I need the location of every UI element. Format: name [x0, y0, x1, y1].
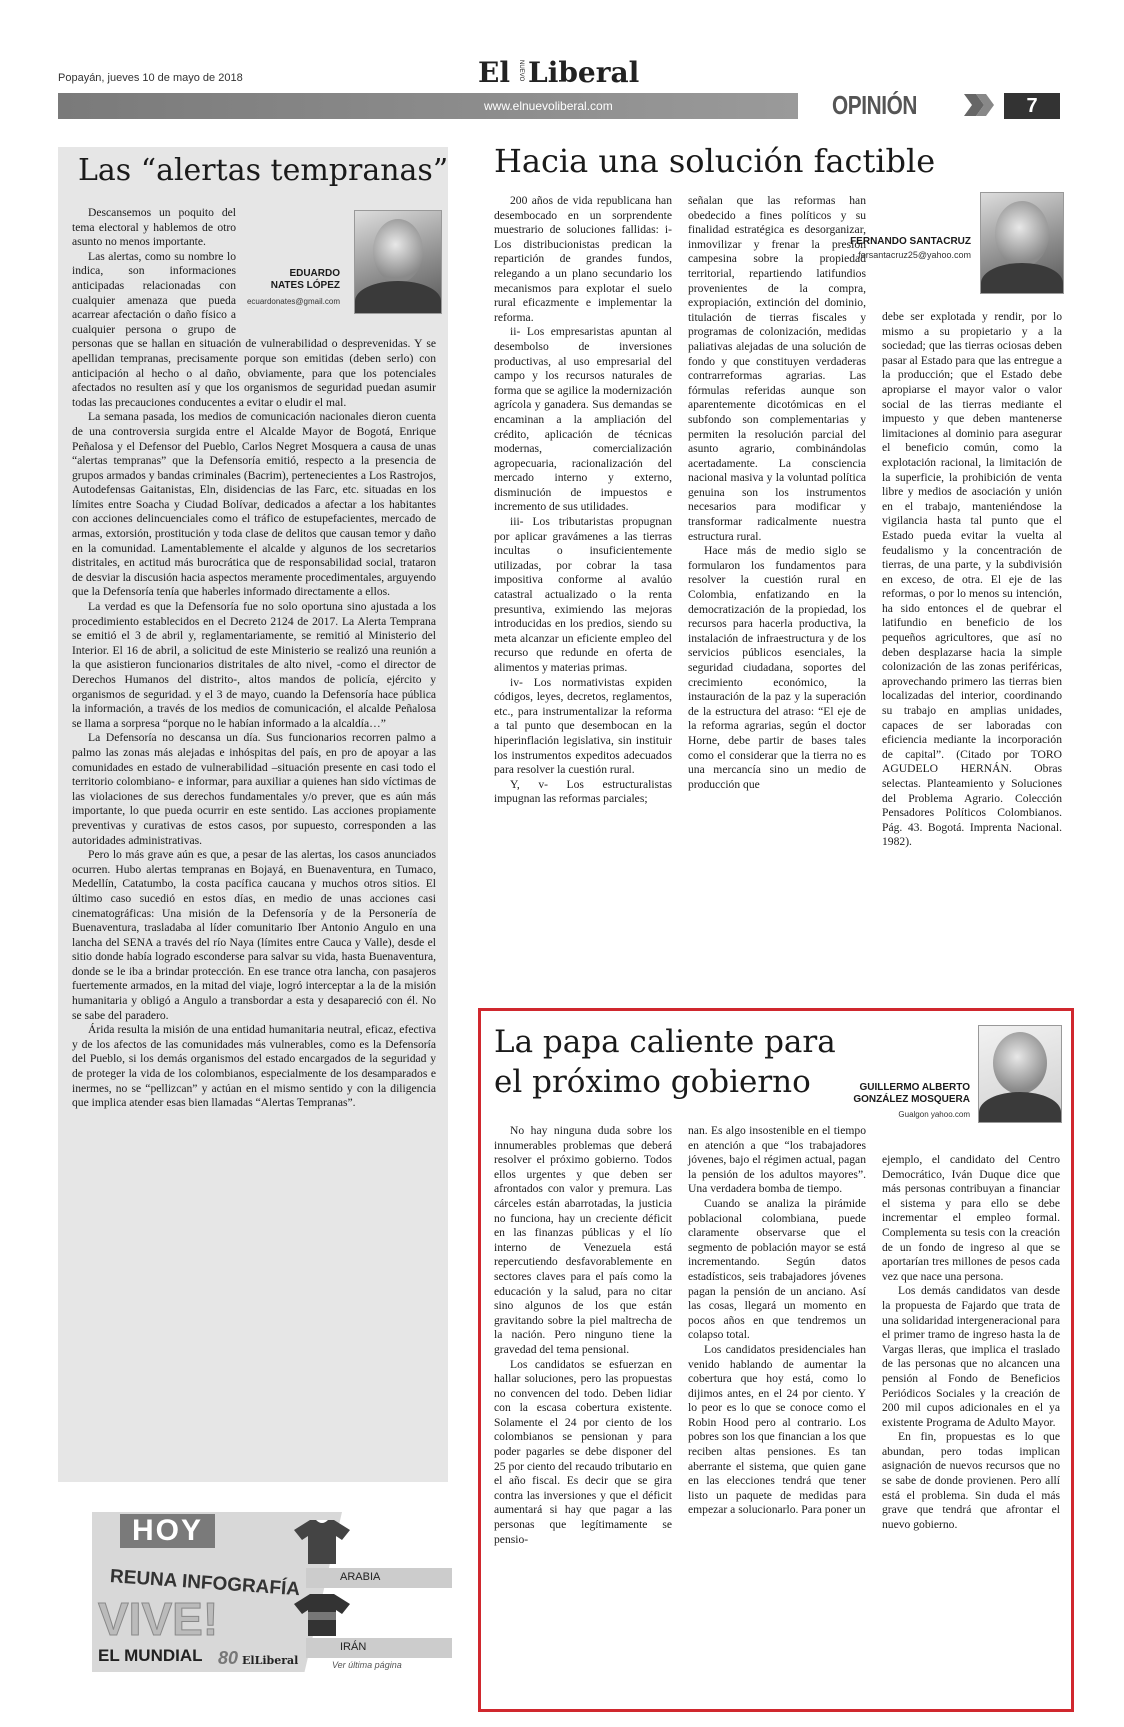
- article3-paragraph: Los demás candidatos van desde la propuesta de Fajardo que trata de una solidaridad intergeneracional para el primer tramo de ingreso hasta la de Vargas lleras, que implica el traslado de las personas que no alcancen una pensión al Fondo de Beneficios Periódicos Sociales y la creación de 200 mil cupos adicionales en el ya existente Programa de Adulto Mayor.: [882, 1284, 1060, 1429]
- logo-el: El: [478, 56, 510, 89]
- promo-el-mundial: EL MUNDIAL: [98, 1646, 203, 1665]
- article3-paragraph: Los candidatos presidenciales han venido hablando de aumentar la cobertura que hoy está, como lo dijimos antes, en el 24 por ciento. Y lo peor es lo que se conoce como el Robin Hood pero al contrario. Los pobres son los que financian a los que reciben altas pensiones. Es tan aberrante el sistema, que quien gane en las elecciones tendrá que tener listo un paquete de medidas para empezar a solucionarlo. Para poner un: [688, 1342, 866, 1517]
- article2-author: FERNANDO SANTACRUZ: [850, 236, 971, 247]
- article1-paragraph: Las alertas, como su nombre lo indica, son informaciones anticipadas relacionadas con cualquier amenaza que pueda acarrear afectación o daño físico a cualquier persona o grupo de personas que se hallan en situación de vulnerabilidad o desprevenidas. Y se apellidan tempranas, precisamente porque son emitidas (deben serlo) con anticipación al hecho o al daño, obviamente, para que los potenciales afectados no resulten así y que los organismos de seguridad puedan asumir todas las precauciones conducentes a evitar o eludir el mal.: [72, 249, 436, 409]
- article3-title: La papa caliente para el próximo gobierno: [494, 1024, 836, 1100]
- article3-paragraph: ejemplo, el candidato del Centro Democrático, Iván Duque dice que más personas contribuyan a financiar el sistema y para ello se debe incrementar el empleo formal. Complementa su tesis con la creación de un fondo de ingreso al que se aportarían tres millones de pesos cada vez que nace una persona.: [882, 1153, 1060, 1283]
- article3-paragraph: nan. Es algo insostenible en el tiempo en atención a que “los trabajadores jóvenes, bajo el régimen actual, pagan la pensión de los adultos mayores”. Una verdadera bomba de tiempo.: [688, 1124, 866, 1196]
- promo-anniversary-logo: 80 ElLiberal: [218, 1648, 299, 1668]
- article2-paragraph: señalan que las reformas han obedecido a fines políticos y su finalidad estratégica es desorganizar, inmovilizar y frenar la presión campesina sobre la propiedad territorial, repartiendo latifundios provenientes de la compra, expropiación, extinción del dominio, titulación de tierras fiscales y programas de colonización, medidas paliativas alejadas de una solución de fondo y que constituyen verdaderas contrarreformas agrarias. Las fórmulas referidas aunque son aparentemente dicotómicas en el subfondo son complementarias y permiten la resolución parcial del asunto agrario, combinándolas acertadamente. La consciencia nacional masiva y la voluntad política genuina son los instrumentos necesarios para modificar y transformar radicalmente nuestra estructura rural.: [688, 194, 866, 543]
- article2-paragraph: debe ser explotada y rendir, por lo mismo a su propietario y a la sociedad; que las tierras ociosas deben pasar al Estado para que las entregue a la producción; que el Estado debe apropiarse el mayor valor o valor social de las tierras mediante el impuesto y que deben mantenerse limitaciones al dominio para asegurar el beneficio común, como la explotación racional, la limitación de la superficie, la prohibición de venta libre y medios de asociación y unión en el trabajo, manteniéndose la vigilancia hasta tal punto que el Estado pueda evitar la vuelta al feudalismo y la concentración de tierras, de una parte, y la subdivisión en exceso, de otra. El eje de las reformas, o por lo menos su intención, ha sido entonces el de quebrar el latifundio en beneficio de los pequeños agricultores, que así no deben desplazarse hacia la simple colonización de las zonas periféricas, aprovechando primero las tierras bien localizadas del interior, coordinando su trabajo en amplias unidades, capaces de ser laboradas con eficiencia mediante la incorporación de capital”. (Citado por TORO AGUDELO HERNÁN. Obras selectas. Planteamiento y Soluciones del Problema Agrario. Colección Pensadores Políticos Colombianos. Pág. 43. Bogotá. Imprenta Nacional. 1982).: [882, 310, 1062, 849]
- team-arabia: ARABIA: [340, 1571, 381, 1583]
- article1-author: EDUARDO NATES LÓPEZ: [270, 268, 340, 291]
- article3-email: Gualgon yahoo.com: [898, 1110, 970, 1119]
- article2-column-2: [688, 194, 866, 792]
- team-bar-2: [306, 1638, 452, 1658]
- article1-paragraph: Pero lo más grave aún es que, a pesar de las alertas, los casos anunciados ocurren. Hubo alertas tempranas en Bojayá, en Buenaventura, en Tumaco, Medellín, Catatumbo, la costa pacífica caucana y muchos otros sitios. El último caso sucedió en estos días, en medio de unas acciones casi cinematográficas: Una misión de la Defensoría y de la Personería de Buenaventura, trasladaba al líder comunitario Iber Antonio Angulo en una lancha del SENA a través del río Naya (límites entre Cauca y Valle), desde el sitio donde había logrado esconderse para salvar su vida, hasta Buenaventura, donde se le iba a brindar protección. En ese trance otra lancha, con pasajeros fuertemente armados, en la mitad del viaje, logró interceptar a la de la misión humanitaria y obligó a Angulo a transbordar a esta y desapareció con él. No se sabe del paradero.: [72, 848, 436, 1022]
- article1-email: ecuardonates@gmail.com: [246, 297, 340, 306]
- website-link[interactable]: www.elnuevoliberal.com: [484, 99, 613, 113]
- promo-banner[interactable]: [92, 1508, 452, 1676]
- article3-paragraph: No hay ninguna duda sobre los innumerables problemas que deberá resolver el próximo gobierno. Todos ellos urgentes y que deben ser afrontados con valor y premura. Las cárceles están abarrotadas, la justicia no funciona, hay un creciente déficit en las finanzas públicas y el lío interno de Venezuela está repercutiendo desfavorablemente en sectores claves para el país como la educación y la salud, para no citar sino algunos de los que están gravitando sobre la piel maltrecha de la nación. Pero ninguno tiene la gravedad del tema pensional.: [494, 1124, 672, 1356]
- article2-column-3: [882, 310, 1062, 850]
- article1-paragraph: La verdad es que la Defensoría fue no solo oportuna sino ajustada a los procedimiento establecidos en el Decreto 2124 de 2017. La Alerta Temprana se emitió el 3 de abril y, reglamentariamente, se remitió al Ministerio del Interior. El 16 de abril, a solicitud de este Ministerio se realizó una reunión a la que asistieron funcionarios distritales de alto nivel, -como el director de Derechos Humanos del distrito-, altos mandos de policía, ejército y organismos de seguridad. y el 3 de mayo, cuando la Defensoría hace pública la información, a través de los medios de comunicación, el alcalde Peñalosa se llama a sorpresa “porque no le habían informado a la alcaldía…”: [72, 600, 436, 730]
- article2-email: fersantacruz25@yahoo.com: [858, 250, 971, 260]
- article2-paragraph: 200 años de vida republicana han desembocado en un sorprendente muestrario de soluciones fallidas: i- Los distribucionistas predican la repartición de grandes fundos, relegando a un plano secundario los mecanismos para explotar el suelo rural eficazmente e implementar la reforma.: [494, 194, 672, 324]
- article1-paragraph: La Defensoría no descansa un día. Sus funcionarios recorren palmo a palmo las zonas más alejadas e inhóspitas del país, en pro de apoyar a las comunidades en estado de vulnerabilidad –situación presente en casi todo el territorio colombiano- e informar, para auxiliar a quienes han sido víctimas de las violaciones de sus derechos fundamentales y/o prever, que es aún más importante, lo que pueda ocurrir en este sentido. Las acciones propiamente preventivas y curativas de estos casos, por supuesto, corresponden a las autoridades administrativas.: [72, 731, 436, 847]
- article2-paragraph: iii- Los tributaristas propugnan por aplicar gravámenes a las tierras incultas o insuficientemente utilizadas, por cobrar la tasa impositiva conforme al avalúo catastral actualizado o la renta presuntiva, eximiendo las mejoras introducidas en los predios, siendo su meta alcanzar un eficiente empleo del recurso que redunde en oferta de alimentos y materias primas.: [494, 515, 672, 674]
- article2-author-photo: [980, 192, 1064, 294]
- article3-column-1: [494, 1124, 672, 1547]
- article2-column-1: [494, 194, 672, 807]
- article3-paragraph: Cuando se analiza la pirámide poblacional colombiana, puede claramente observarse que el segmento de población mayor se está incrementando. Según datos estadísticos, seis trabajadores jóvenes pagan la pensión de un anciano. Así las cosas, llegará un momento en pocos años en que tendremos un colapso total.: [688, 1196, 866, 1342]
- team-bar-1: [306, 1568, 452, 1588]
- article3-author: GUILLERMO ALBERTO GONZÁLEZ MOSQUERA: [853, 1082, 970, 1105]
- article2-title: Hacia una solución factible: [494, 142, 936, 180]
- article2-paragraph: iv- Los normativistas expiden códigos, leyes, decretos, reglamentos, etc., para instrumentalizar la reforma a tal punto que desembocan en la hiperinflación legislativa, sin instituir los instrumentos expeditos adecuados para resolver la cuestión rural.: [494, 675, 672, 777]
- promo-footer: Ver última página: [332, 1660, 402, 1670]
- logo-liberal: Liberal: [528, 56, 640, 89]
- article1-paragraph: Árida resulta la misión de una entidad humanitaria neutral, eficaz, efectiva y de los afectos de las comunidades más vulnerables, como es la Defensoría del Pueblo, si los demás organismos del estado encargados de la seguridad y de proteger la vida de los colombianos, especialmente de los desamparados e inermes, no se “pellizcan” y actúan en el mismo sentido y con la diligencia que implica atender esas bien llamadas “Alertas Tempranas”.: [72, 1023, 436, 1110]
- article3-column-2: [688, 1124, 866, 1518]
- article3-paragraph: Los candidatos se esfuerzan en hallar soluciones, pero las propuestas no convencen del todo. Deben lidiar con la escasa cobertura existente. Solamente el 24 por ciento de los colombianos se pensionan y para poder pagarles se debe disponer del 25 por ciento del recaudo tributario en el año fiscal. Es decir que se gira contra las inversiones y que el déficit aumentará si hay que pagar a las personas que legítimamente se pensio-: [494, 1357, 672, 1546]
- masthead-logo: [478, 56, 648, 92]
- page-number-box: [1004, 93, 1060, 119]
- team-iran: IRÁN: [340, 1641, 367, 1653]
- article1-body: [72, 206, 436, 1111]
- article2-paragraph: ii- Los empresaristas apuntan al desembolso de inversiones productivas, al uso empresarial del campo y los recursos naturales de forma que se agilice la modernización agrícola y ganadera. Sus demandas se encaminan a la ampliación del crédito, aplicación de técnicas modernas, comercialización agropecuaria, racionalización del mercado interno y externo, disminución de impuestos e incremento de sus utilidades.: [494, 325, 672, 514]
- promo-vive: VIVE!: [98, 1593, 219, 1645]
- header-bar: [58, 93, 798, 119]
- article2-paragraph: Hace más de medio siglo se formularon los fundamentos para resolver la cuestión rural en Colombia, enfatizando en la democratización de la propiedad, los recursos para hacerla productiva, la instalación de infraestructura y de los servicios públicos esenciales, la seguridad ciudadana, soportes del crecimiento económico, la instauración de la paz y la superación de la estructura del atraso: “El eje de la reforma agrarias, según el doctor Horne, debe partir de bases tales como el considerar que la tierra no es una mercancía sino un medio de producción que: [688, 544, 866, 791]
- header-date: Popayán, jueves 10 de mayo de 2018: [58, 72, 243, 84]
- article3-paragraph: En fin, propuestas es lo que abundan, pero todas implican asignación de nuevos recursos que no se sabe de donde provienen. Pero allí está el problema. Sin duda el más grave que tendrá que afrontar el nuevo gobierno.: [882, 1430, 1060, 1531]
- promo-reuna: REUNA INFOGRAFÍA: [109, 1566, 301, 1601]
- article2-paragraph: Y, v- Los estructuralistas impugnan las reformas parciales;: [494, 777, 672, 806]
- section-title: OPINIÓN: [832, 90, 918, 120]
- jersey-icon: [292, 1592, 352, 1638]
- article3-column-3: [882, 1153, 1060, 1532]
- article1-paragraph: La semana pasada, los medios de comunicación nacionales dieron cuenta de una controversia surgida entre el Alcalde Mayor de Bogotá, Enrique Peñalosa y el Defensor del Pueblo, Carlos Negret Mosquera a causa de unas “alertas tempranas” que la Defensoría emitió, respecto a la presencia de grupos armados y bandas criminales (Bacrim), pertenecientes a Los Rastrojos, Autodefensas Gaitanistas, Eln, disidencias de las Farc, etc. situadas en los límites entre Soacha y Ciudad Bolívar, dedicados a afectar a los habitantes con acciones delincuenciales como el tráfico de estupefacientes, mercado de armas, extorsión, prostitución y toda clase de delitos que causan temor y daño en la comunidad. Lamentablemente el alcalde y algunos de los secretarios distritales, en actitud más burocrática que de responsabilidad social, trataron de desviar la discusión hacia aspectos meramente procedimentales, arguyendo que la Defensoría tenía que haberles informado directamente a ellos.: [72, 410, 436, 599]
- jersey-icon: [292, 1518, 352, 1566]
- promo-hoy: HOY: [120, 1514, 215, 1548]
- article1-title: Las “alertas tempranas”: [78, 153, 449, 188]
- logo-nuevo: NUEVO: [518, 60, 524, 82]
- article3-author-photo: [978, 1025, 1062, 1123]
- article1-paragraph: Descansemos un poquito del tema electoral y hablemos de otro asunto no menos importante.: [72, 206, 236, 249]
- section-chevron-icon: [962, 94, 998, 116]
- page-number: 7: [1026, 95, 1038, 117]
